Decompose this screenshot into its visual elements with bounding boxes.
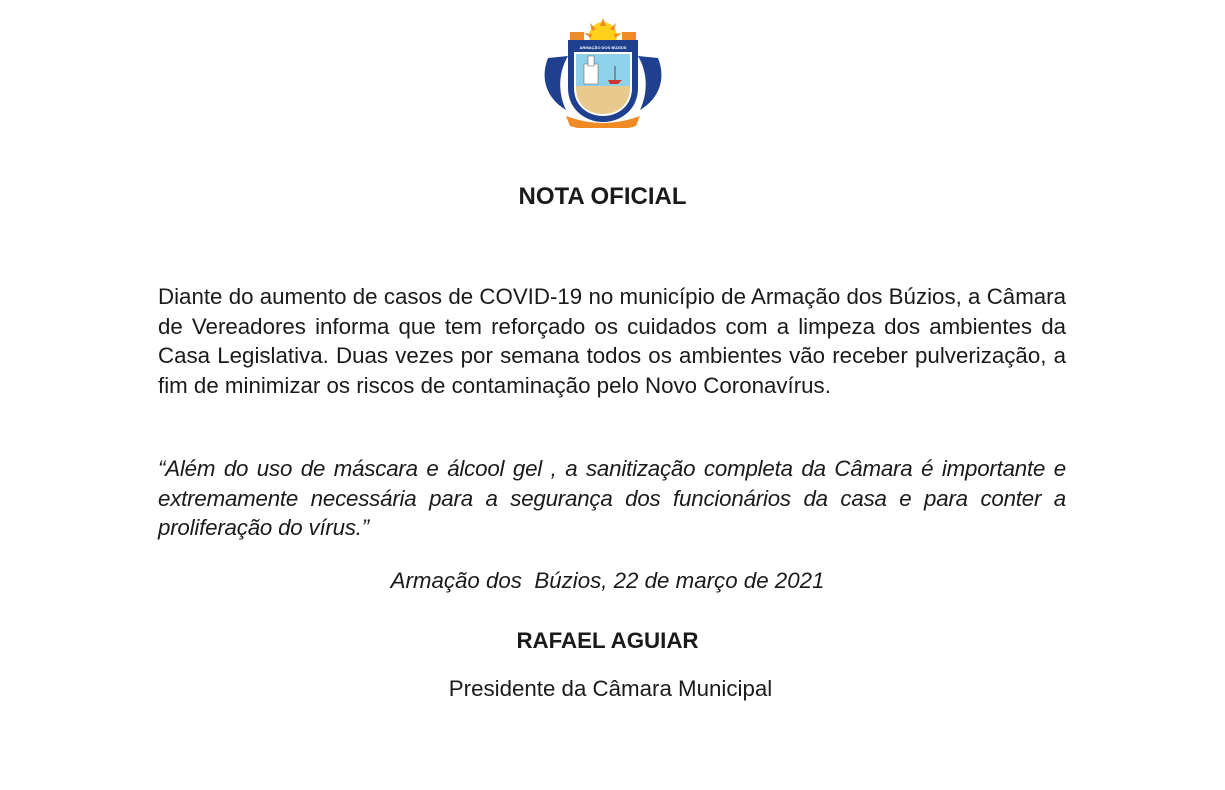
document-title: NOTA OFICIAL	[518, 183, 687, 210]
signer-role: Presidente da Câmara Municipal	[448, 676, 773, 701]
body-paragraph: Diante do aumento de casos de COVID-19 no município de Armação dos Búzios, a Câmara de Vereadores informa que tem reforçado os cuidados com a limpeza dos ambientes da Casa Legislativa. Duas vezes por semana todos os ambientes vão receber pulverização, a fim de minimizar os riscos de contaminação pelo Novo Coronavírus.	[158, 284, 1066, 398]
coat-of-arms-icon	[538, 18, 668, 128]
place-and-date: Armação dos Búzios, 22 de março de 2021	[390, 568, 825, 593]
svg-text:ARMAÇÃO DOS BÚZIOS: ARMAÇÃO DOS BÚZIOS	[579, 45, 627, 50]
signer-name: RAFAEL AGUIAR	[516, 628, 699, 653]
quote-paragraph: “Além do uso de máscara e álcool gel , a sanitização completa da Câmara é importante e extremamente necessária para a segurança dos funcionários da casa e para conter a proliferação do vírus.”	[158, 456, 1066, 540]
coat-of-arms-logo	[538, 18, 668, 128]
